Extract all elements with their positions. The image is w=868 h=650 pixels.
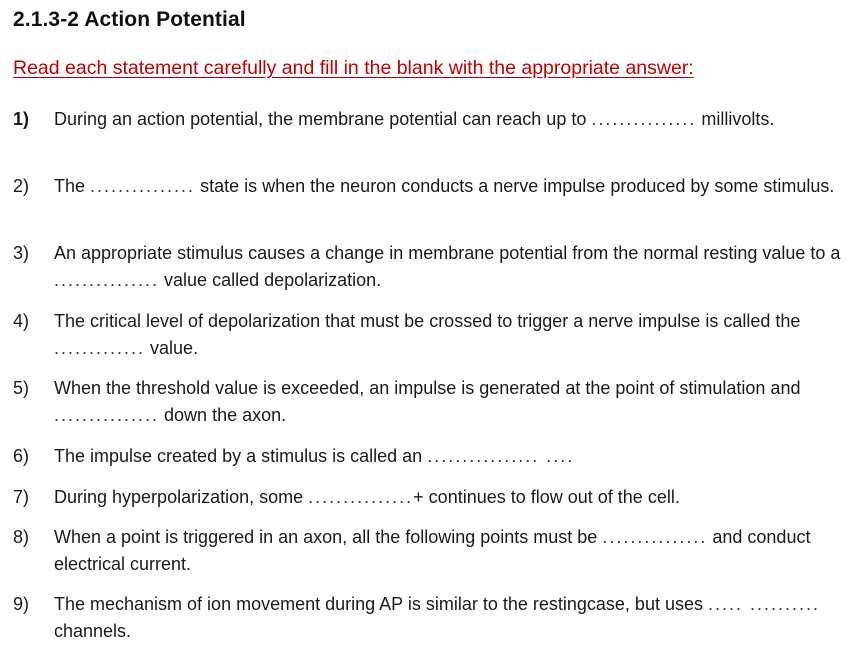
question-text: The critical level of depolarization that must be crossed to trigger a nerve impulse is called the ............. value. [54, 311, 801, 358]
instruction-text: Read each statement carefully and fill in the blank with the appropriate answer: [13, 57, 694, 79]
question-text: The impulse created by a stimulus is called an ................ .... [54, 446, 575, 466]
question-text: The ............... state is when the neuron conducts a nerve impulse produced by some stimulus. [54, 176, 835, 196]
question-text: When a point is triggered in an axon, all the following points must be ............... and conduct electrical current. [54, 527, 811, 574]
question-number: 3) [13, 243, 30, 263]
question-number: 9) [13, 594, 30, 614]
question-number: 4) [13, 311, 30, 331]
question-text: During hyperpolarization, some ...............+ continues to flow out of the cell. [54, 487, 680, 507]
answer-blank[interactable]: ................ .... [427, 446, 575, 466]
question-text: The mechanism of ion movement during AP is similar to the restingcase, but uses ..... .......... channels. [54, 594, 821, 641]
question-item [13, 106, 858, 133]
question-item [13, 524, 858, 578]
question-number: 5) [13, 378, 30, 398]
question-text: During an action potential, the membrane potential can reach up to ............... millivolts. [54, 109, 775, 129]
question-item [13, 308, 858, 362]
question-item [13, 591, 858, 645]
question-item [13, 173, 858, 200]
page-title: 2.1.3-2 Action Potential [13, 8, 246, 31]
question-text: When the threshold value is exceeded, an impulse is generated at the point of stimulation and ............... down the axon. [54, 378, 801, 425]
answer-blank[interactable]: ............... [90, 176, 196, 196]
answer-blank[interactable]: ............... [308, 487, 414, 507]
answer-blank[interactable]: ..... .......... [708, 594, 821, 614]
question-number: 2) [13, 176, 30, 196]
answer-blank[interactable]: ............... [54, 270, 160, 290]
question-text: An appropriate stimulus causes a change in membrane potential from the normal resting value to a ............... value called depolarization. [54, 243, 841, 290]
question-number: 1) [13, 109, 30, 129]
answer-blank[interactable]: ............... [602, 527, 708, 547]
question-item [13, 443, 858, 470]
question-item [13, 375, 858, 429]
question-number: 6) [13, 446, 30, 466]
answer-blank[interactable]: ............. [54, 338, 146, 358]
answer-blank[interactable]: ............... [591, 109, 697, 129]
question-item [13, 240, 858, 294]
answer-blank[interactable]: ............... [54, 405, 160, 425]
question-item [13, 484, 858, 511]
question-number: 8) [13, 527, 30, 547]
question-number: 7) [13, 487, 30, 507]
